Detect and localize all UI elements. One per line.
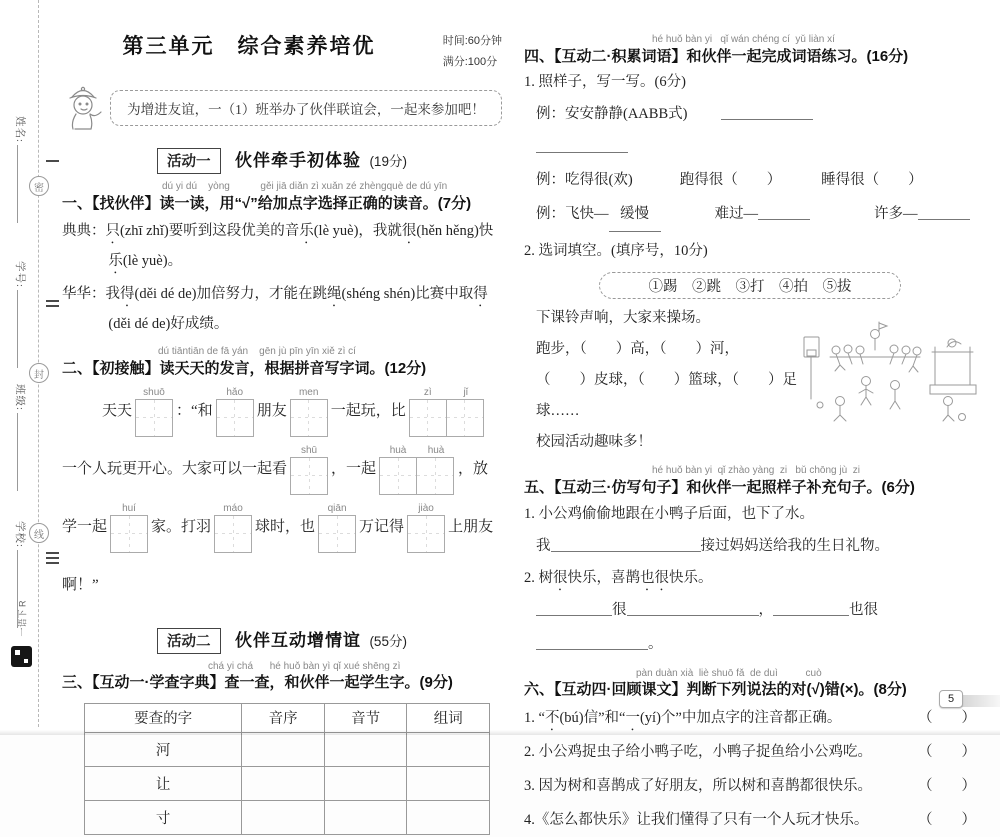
emphasized-char: 很: [553, 570, 568, 587]
activity-1-score: (19分): [369, 154, 407, 169]
text-run: 3. 因为树和喜鹊成了好朋友，所以树和喜鹊都很快乐。: [524, 778, 872, 795]
section-1-pinyin: dú yi dú yòng gěi jiā diǎn zì xuǎn zé zhèngquè de dú yīn: [162, 181, 448, 192]
pinyin-label: jǐ: [463, 386, 468, 398]
section-5-heading: 五、【互动三·仿写句子】和伙伴一起照样子补充句子。(6分): [524, 478, 915, 496]
section-6: [524, 668, 976, 701]
class-field: [12, 384, 28, 524]
intro-speech-bubble: 为增进友谊，一（1）班举办了伙伴联谊会，一起来参加吧！: [110, 90, 502, 126]
dialog-line-dian: [62, 217, 502, 277]
writing-grid-group: [409, 386, 485, 437]
table-header-cell: 组词: [407, 703, 490, 732]
section-3-heading: 三、【互动一·学查字典】查一查，和伙伴一起学生字。(9分): [62, 674, 453, 691]
answer-bracket[interactable]: （ ）: [918, 812, 976, 829]
activity-2-score: (55分): [369, 633, 407, 649]
pinyin-label: jiào: [418, 502, 434, 514]
school-field-label: 学校:: [14, 521, 25, 548]
text-run: 一起玩，比: [330, 402, 406, 419]
writing-grid-group: [379, 444, 455, 495]
example-line-antonym: [524, 198, 976, 232]
section-3-pinyin: chá yi chá hé huǒ bàn yì qǐ xué shēng zì: [208, 660, 401, 672]
table-header-cell: 要查的字: [85, 703, 242, 732]
example-line-aabb: [524, 98, 976, 165]
judgement-item: [524, 803, 976, 837]
tianzige-box[interactable]: [290, 457, 328, 495]
activity-2-tag: 活动二: [157, 628, 221, 654]
publisher-stamp: [11, 646, 32, 667]
pinyin-label: qiān: [327, 502, 347, 514]
tianzige-box[interactable]: [407, 515, 445, 553]
answer-cell[interactable]: [242, 800, 325, 834]
text-run: 万记得: [359, 518, 405, 535]
pinyin-label: huà: [389, 444, 407, 456]
text-run: (bú)信”和“: [559, 710, 626, 727]
exam-full-score: 满分:100分: [442, 55, 498, 68]
fold-mark-3: [46, 552, 59, 567]
tianzige-box[interactable]: [409, 399, 447, 437]
pinyin-label: zì: [423, 386, 432, 398]
exercise-text-line: 下课铃声响，大家来操场。: [536, 309, 710, 326]
judgement-text: [524, 803, 910, 837]
tianzige-box[interactable]: [290, 399, 328, 437]
writing-grid-group: [216, 386, 254, 437]
text-run: 天天: [102, 402, 133, 419]
text-run: (yí)个”中加点字的注音都正确。: [639, 710, 842, 727]
tianzige-box[interactable]: [446, 399, 484, 437]
section-4-heading: 四、【互动二·积累词语】和伙伴一起完成词语练习。(16分): [524, 47, 909, 65]
tianzige-box[interactable]: [214, 515, 252, 553]
exercise-text-line: 校园活动趣味多！: [536, 434, 652, 451]
pinyin-writing-exercise: [62, 382, 502, 614]
emphasized-char: 不: [544, 710, 560, 727]
answer-cell[interactable]: [324, 766, 407, 800]
table-row: [85, 766, 490, 800]
writing-grid-group: [135, 386, 173, 437]
q1-label: 1. 照样子，写一写。(6分): [524, 74, 686, 91]
page-title: 第三单元 综合素养培优: [122, 35, 376, 58]
text-run: (hěn hěng)快: [416, 223, 494, 240]
answer-cell[interactable]: [242, 766, 325, 800]
pinyin-label: máo: [223, 502, 243, 514]
judgement-item: [524, 769, 976, 803]
emphasized-char: 得: [120, 286, 135, 303]
activity-2-title: 伙伴互动增情谊: [234, 630, 361, 650]
section-5: [524, 465, 976, 498]
text-run: (děi dé de)好成绩。: [108, 316, 229, 333]
class-blank[interactable]: [17, 413, 27, 491]
student-no-blank[interactable]: [17, 290, 27, 368]
emphasized-char: 也很: [640, 570, 669, 587]
emphasized-char: 乐: [299, 223, 314, 240]
text-run: ，一起: [331, 460, 377, 477]
lookup-char-cell: 让: [85, 766, 242, 800]
text-run: 快乐。: [669, 570, 713, 587]
text-run: (lè yuè)。: [122, 253, 183, 270]
text-run: 快乐，喜鹊: [567, 570, 640, 587]
text-run: 2. 树: [524, 570, 553, 587]
answer-blank[interactable]: [758, 204, 810, 220]
playground-illustration: [800, 319, 980, 423]
text-run: 典典：: [62, 223, 106, 240]
emphasized-char: 一: [625, 710, 640, 727]
answer-blank[interactable]: [536, 634, 648, 650]
answer-blank[interactable]: [918, 204, 970, 220]
answer-cell[interactable]: [407, 766, 490, 800]
writing-grid-group: [290, 444, 328, 495]
answer-cell[interactable]: [242, 732, 325, 766]
example-line-de: 例：吃得很(欢) 跑得很（ ） 睡得很（ ）: [536, 172, 923, 189]
left-column: [62, 30, 502, 835]
emphasized-char: 得: [473, 286, 488, 303]
seal-char-mi: 密: [29, 176, 49, 196]
writing-grid-group: [407, 502, 445, 553]
q2-text-block: [524, 303, 976, 459]
tianzige-box[interactable]: [110, 515, 148, 553]
writing-grid-group: [318, 502, 356, 553]
answer-blank[interactable]: [773, 600, 849, 616]
judgement-text: [524, 769, 910, 803]
text-run: 4.《怎么都快乐》让我们懂得了只有一个人玩才快乐。: [524, 812, 869, 829]
page-bottom-edge: [0, 730, 1000, 735]
answer-blank[interactable]: [536, 600, 612, 616]
answer-bracket[interactable]: （ ）: [918, 778, 976, 795]
answer-cell[interactable]: [324, 732, 407, 766]
emphasized-char: 绳: [327, 286, 342, 303]
student-no-field: [12, 261, 28, 401]
answer-cell[interactable]: [407, 732, 490, 766]
section-1-heading: 一、【找伙伴】读一读，用“√”给加点字选择正确的读音。(7分): [62, 194, 472, 212]
section-6-pinyin: pàn duàn xià liè shuō fǎ de duì cuò: [636, 667, 822, 679]
text-run: ，放学一起: [62, 460, 489, 535]
writing-grid-group: [214, 502, 252, 553]
exam-time: 时间:60分钟: [442, 35, 502, 47]
text-run: 我: [536, 537, 551, 554]
text-run: (zhī zhǐ)要听到这段优美的音: [120, 223, 300, 240]
section-3: [62, 661, 502, 694]
section-2-pinyin: dú tiāntiān de fā yán gēn jù pīn yīn xiě zì cí: [158, 346, 356, 358]
answer-blank[interactable]: [551, 536, 701, 552]
activity-1-heading: [62, 146, 502, 174]
s5-item2-model: [524, 563, 976, 594]
name-blank[interactable]: [17, 145, 27, 223]
right-column: [524, 34, 976, 837]
emphasized-char: 乐: [108, 253, 123, 270]
name-field-label: 姓名:: [14, 116, 25, 143]
seal-char-xian: 线: [29, 523, 49, 543]
text-run: 家。打羽: [151, 518, 212, 535]
table-row: [85, 800, 490, 834]
pinyin-label: huà: [427, 444, 445, 456]
text-run: 上朋友啊！”: [62, 518, 494, 593]
text-run: 一个人玩更开心。大家可以一起看: [62, 460, 288, 477]
s5-item1-fill: [524, 530, 976, 563]
name-field: [12, 116, 28, 256]
exercise-text-line: （ ）皮球，（ ）篮球，（ ）足球……: [536, 371, 797, 420]
text-run: 许多—: [874, 205, 918, 222]
text-run: 例：飞快—: [536, 205, 609, 222]
writing-grid-group: [290, 386, 328, 437]
text-run: (děi dé de)加倍努力，才能在跳: [134, 286, 327, 303]
student-no-label: 学号:: [14, 261, 25, 288]
tianzige-box[interactable]: [318, 515, 356, 553]
intro-row: [62, 82, 502, 134]
fold-mark-2: [46, 300, 59, 310]
class-field-label: 班级:: [14, 384, 25, 411]
text-run: 华华：我: [62, 286, 120, 303]
activity-2-heading: [62, 626, 502, 654]
section-5-pinyin: hé huǒ bàn yi qǐ zhào yàng zi bǔ chōng jù zi: [652, 465, 860, 477]
q2-label: 2. 选词填空。(填序号，10分): [524, 243, 708, 260]
page-number: 5: [939, 690, 963, 708]
paper-header: [62, 30, 502, 76]
section-1: [62, 181, 502, 214]
table-row: [85, 732, 490, 766]
lookup-char-cell: 河: [85, 732, 242, 766]
text-run: ：“和: [176, 402, 213, 419]
fold-mark-1: [46, 160, 59, 165]
answer-bracket[interactable]: （ ）: [918, 710, 976, 727]
pinyin-label: shuō: [143, 386, 165, 398]
table-header-cell: 音序: [242, 703, 325, 732]
word-options-box: ①踢 ②跳 ③打 ④拍 ⑤拔: [599, 272, 901, 299]
emphasized-char: 只: [105, 223, 120, 240]
text-run: (shéng shén)比赛中取: [341, 286, 474, 303]
writing-grid-group: [110, 502, 148, 553]
dictionary-table: [84, 703, 490, 835]
edition-label: 一语下 R: [17, 600, 28, 637]
text-run: 也很: [849, 602, 878, 619]
answer-blank[interactable]: [536, 137, 628, 153]
answer-bracket[interactable]: （ ）: [918, 744, 976, 761]
text-run: ，: [758, 602, 773, 619]
activity-1-tag: 活动一: [157, 148, 221, 174]
answer-blank[interactable]: [721, 104, 813, 120]
table-header-cell: 音节: [324, 703, 407, 732]
pinyin-label: shū: [300, 444, 318, 456]
answer-cell[interactable]: [324, 800, 407, 834]
section-2-heading: 二、【初接触】读天天的发言，根据拼音写字词。(12分): [62, 359, 427, 377]
text-run: 球时，也: [255, 518, 316, 535]
emphasized-char: 很: [401, 223, 417, 240]
judgement-list: [524, 701, 976, 837]
section-2: [62, 346, 502, 379]
text-run: (lè yuè)，我就: [313, 223, 402, 240]
tianzige-box[interactable]: [379, 457, 417, 495]
text-run: 。: [648, 635, 663, 652]
text-run: 很: [612, 602, 627, 619]
section-6-heading: 六、【互动四·回顾课文】判断下列说法的对(√)错(×)。(8分): [524, 681, 907, 699]
seal-char-feng: 封: [29, 363, 49, 383]
tianzige-box[interactable]: [416, 457, 454, 495]
answer-cell[interactable]: [407, 800, 490, 834]
text-run: 2. 小公鸡捉虫子给小鸭子吃，小鸭子捉鱼给小公鸡吃。: [524, 744, 872, 761]
text-run: 接过妈妈送给我的生日礼物。: [700, 537, 889, 554]
dialog-line-hua: [62, 280, 502, 339]
exercise-text-line: 跑步，（ ）高，（ ）河，: [536, 340, 739, 357]
pinyin-label: huí: [122, 502, 136, 514]
exam-meta: [443, 31, 502, 73]
tianzige-box[interactable]: [135, 399, 173, 437]
s5-item1-model: 1. 小公鸡偷偷地跟在小鸭子后面，也下了水。: [524, 505, 814, 522]
text-run: 1. “: [524, 710, 545, 727]
section-4: [524, 34, 976, 67]
pinyin-label: hǎo: [226, 386, 244, 398]
judgement-text: [524, 735, 910, 769]
answer-blank[interactable]: [627, 600, 759, 616]
text-run: 朋友: [256, 402, 287, 419]
text-run: 例：安安静静(AABB式): [536, 105, 688, 122]
section-4-pinyin: hé huǒ bàn yi qǐ wán chéng cí yǔ liàn xí: [652, 34, 835, 45]
boy-mascot-icon: [62, 82, 106, 134]
judgement-item: [524, 735, 976, 769]
lookup-char-cell: 寸: [85, 800, 242, 834]
s5-item2-fill: [524, 594, 976, 661]
text-run: 难过—: [714, 205, 758, 222]
tianzige-box[interactable]: [216, 399, 254, 437]
pinyin-label: men: [298, 386, 319, 398]
activity-1-title: 伙伴牵手初体验: [234, 151, 361, 170]
underlined-answer: 缓慢: [609, 198, 661, 232]
